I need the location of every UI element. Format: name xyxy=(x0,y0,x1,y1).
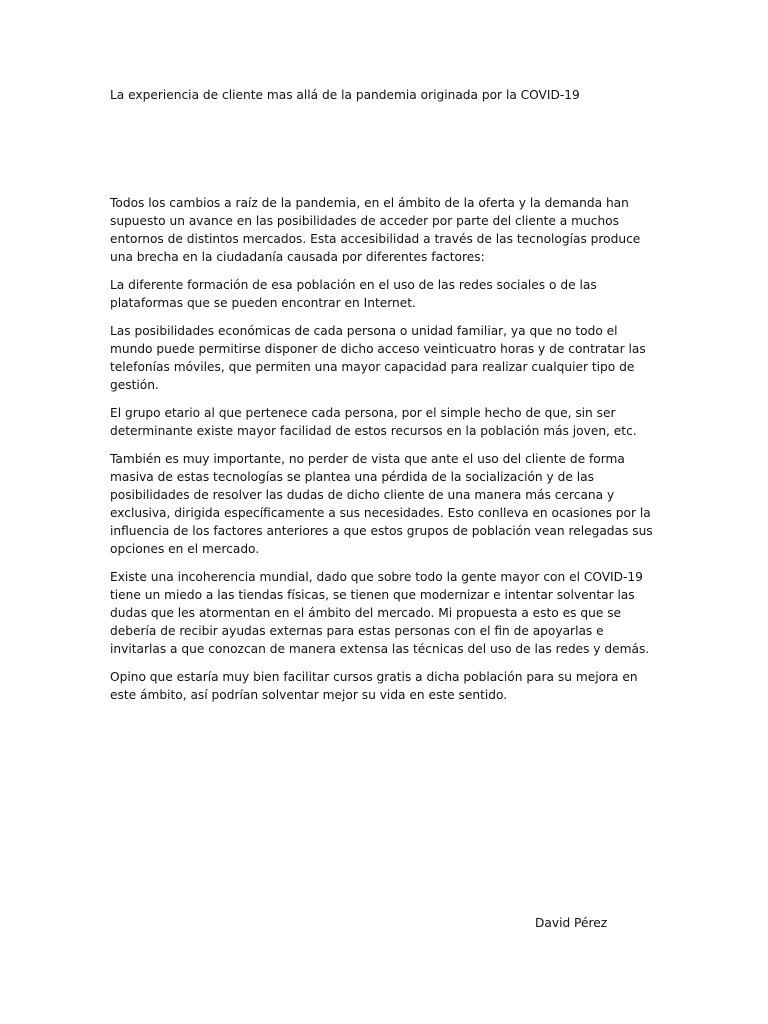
document-title: La experiencia de cliente mas allá de la pandemia originada por la COVID-19 xyxy=(110,88,580,102)
paragraph: Opino que estaría muy bien facilitar cursos gratis a dicha población para su mejora en este ámbito, así podrían solventar mejor su vida en este sentido. xyxy=(110,670,638,702)
paragraph: La diferente formación de esa población en el uso de las redes sociales o de las plataformas que se pueden encontrar en Internet. xyxy=(110,278,597,310)
paragraph: Existe una incoherencia mundial, dado que sobre todo la gente mayor con el COVID-19 tiene un miedo a las tiendas físicas, se tienen que modernizar e intentar solventar las dudas que les atormentan en el ámbito del mercado. Mi propuesta a esto es que se debería de recibir ayudas externas para estas personas con el fin de apoyarlas e invitarlas a que conozcan de manera extensa las técnicas del uso de las redes y demás. xyxy=(110,570,650,656)
paragraph: Todos los cambios a raíz de la pandemia, en el ámbito de la oferta y la demanda han supuesto un avance en las posibilidades de acceder por parte del cliente a muchos entornos de distintos mercados. Esta accesibilidad a través de las tecnologías produce una brecha en la ciudadanía causada por diferentes factores: xyxy=(110,196,641,264)
paragraph: El grupo etario al que pertenece cada persona, por el simple hecho de que, sin ser determinante existe mayor facilidad de estos recursos en la población más joven, etc. xyxy=(110,406,637,438)
author-signature: David Pérez xyxy=(535,916,608,930)
paragraph: También es muy importante, no perder de vista que ante el uso del cliente de forma masiva de estas tecnologías se plantea una pérdida de la socialización y de las posibilidades de resolver las dudas de dicho cliente de una manera más cercana y exclusiva, dirigida específicamente a sus necesidades. Esto conlleva en ocasiones por la influencia de los factores anteriores a que estos grupos de población vean relegadas sus opciones en el mercado. xyxy=(110,452,653,556)
paragraph: Las posibilidades económicas de cada persona o unidad familiar, ya que no todo el mundo puede permitirse disponer de dicho acceso veinticuatro horas y de contratar las telefonías móviles, que permiten una mayor capacidad para realizar cualquier tipo de gestión. xyxy=(110,324,646,392)
document-body xyxy=(110,194,662,714)
